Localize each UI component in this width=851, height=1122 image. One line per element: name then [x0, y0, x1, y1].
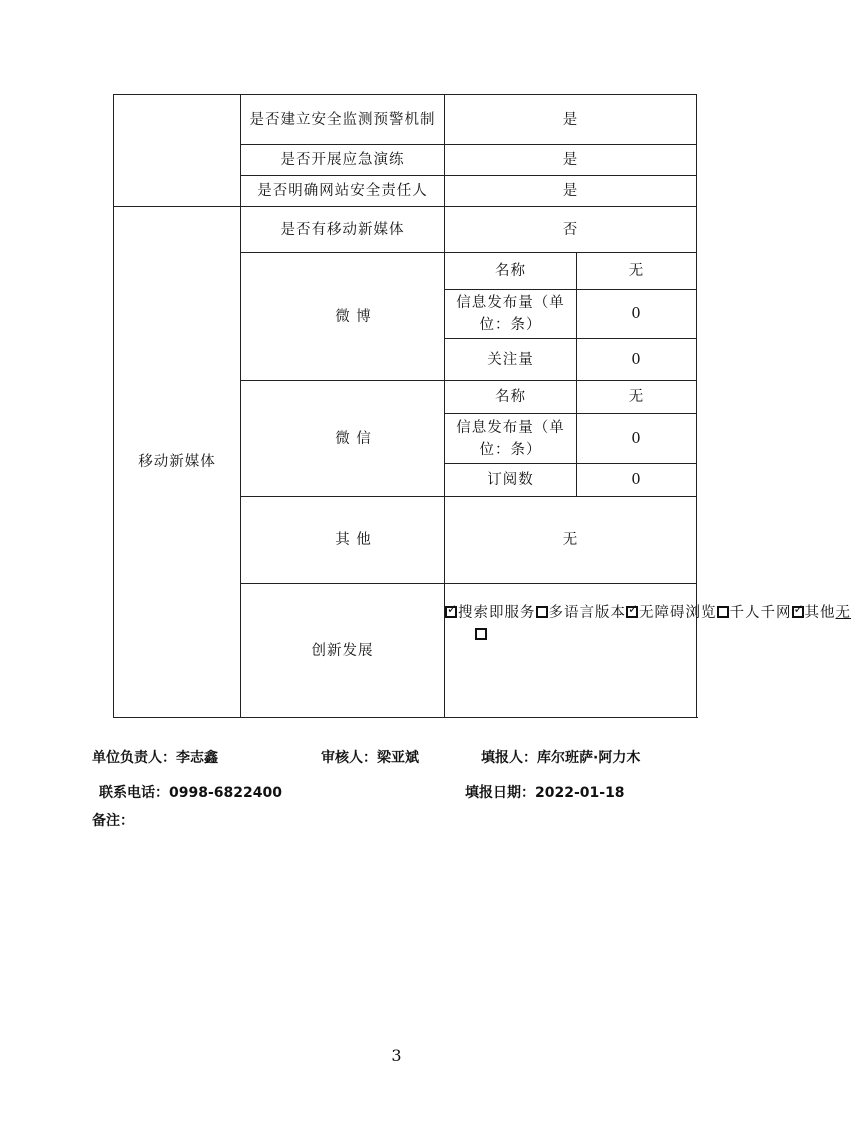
row-value: 是: [445, 145, 697, 176]
page-number: 3: [391, 1046, 402, 1065]
other-media-label: 其 他: [241, 497, 445, 584]
innovation-options-cell: [445, 584, 851, 718]
checkbox-checked-icon[interactable]: ✓: [628, 602, 639, 616]
report-table: [113, 94, 851, 718]
wechat-name-label: 名称: [445, 381, 577, 414]
weibo-followers-label: 关注量: [445, 339, 577, 381]
has-mobile-media-label: 是否有移动新媒体: [241, 207, 445, 253]
checkbox-unchecked-icon[interactable]: [717, 606, 729, 618]
option-search-as-service[interactable]: ✓ 搜索即服务: [447, 602, 536, 621]
table-row: [114, 207, 697, 253]
weibo-posts-value: 0: [577, 290, 697, 339]
option-multilingual[interactable]: 多语言版本: [536, 605, 627, 621]
weibo-followers-value: 0: [577, 339, 697, 381]
weibo-name-value: 无: [577, 253, 697, 290]
weibo-label: 微 博: [241, 253, 445, 381]
unit-head: 单位负责人：李志鑫: [92, 750, 218, 766]
innovation-options-line: [445, 602, 851, 624]
filler: 填报人：库尔班萨·阿力木: [481, 750, 641, 766]
other-media-value: 无: [445, 497, 697, 584]
checkbox-unchecked-icon[interactable]: [536, 606, 548, 618]
wechat-name-value: 无: [577, 381, 697, 414]
checkbox-checked-icon[interactable]: ✓: [793, 602, 804, 616]
has-mobile-media-value: 否: [445, 207, 697, 253]
wechat-subscribers-label: 订阅数: [445, 464, 577, 497]
checkbox-unchecked-icon[interactable]: [475, 628, 487, 640]
option-other-text: 无: [835, 605, 851, 621]
table-row: [114, 95, 697, 145]
remark: 备注：: [92, 813, 134, 829]
reviewer: 审核人：梁亚斌: [321, 750, 419, 766]
mobile-media-section-label: 移动新媒体: [114, 207, 241, 718]
row-label: 是否建立安全监测预警机制: [241, 95, 445, 145]
innovation-options-line-2: [445, 624, 696, 646]
option-personalized[interactable]: 千人千网: [717, 605, 792, 621]
weibo-posts-label: 信息发布量（单位：条）: [445, 290, 577, 339]
row-value: 是: [445, 95, 697, 145]
wechat-subscribers-value: 0: [577, 464, 697, 497]
contact-phone: 联系电话：0998-6822400: [99, 785, 282, 801]
row-label: 是否明确网站安全责任人: [241, 176, 445, 207]
wechat-posts-value: 0: [577, 414, 697, 464]
fill-date: 填报日期：2022-01-18: [465, 785, 625, 801]
option-accessibility[interactable]: ✓ 无障碍浏览: [628, 602, 717, 621]
row-label: 是否开展应急演练: [241, 145, 445, 176]
row-value: 是: [445, 176, 697, 207]
innovation-label: 创新发展: [241, 584, 445, 718]
wechat-label: 微 信: [241, 381, 445, 497]
blank-section-cell: [114, 95, 241, 207]
wechat-posts-label: 信息发布量（单位：条）: [445, 414, 577, 464]
option-other[interactable]: ✓ 其他: [793, 602, 836, 621]
checkbox-checked-icon[interactable]: ✓: [447, 602, 458, 616]
weibo-name-label: 名称: [445, 253, 577, 290]
